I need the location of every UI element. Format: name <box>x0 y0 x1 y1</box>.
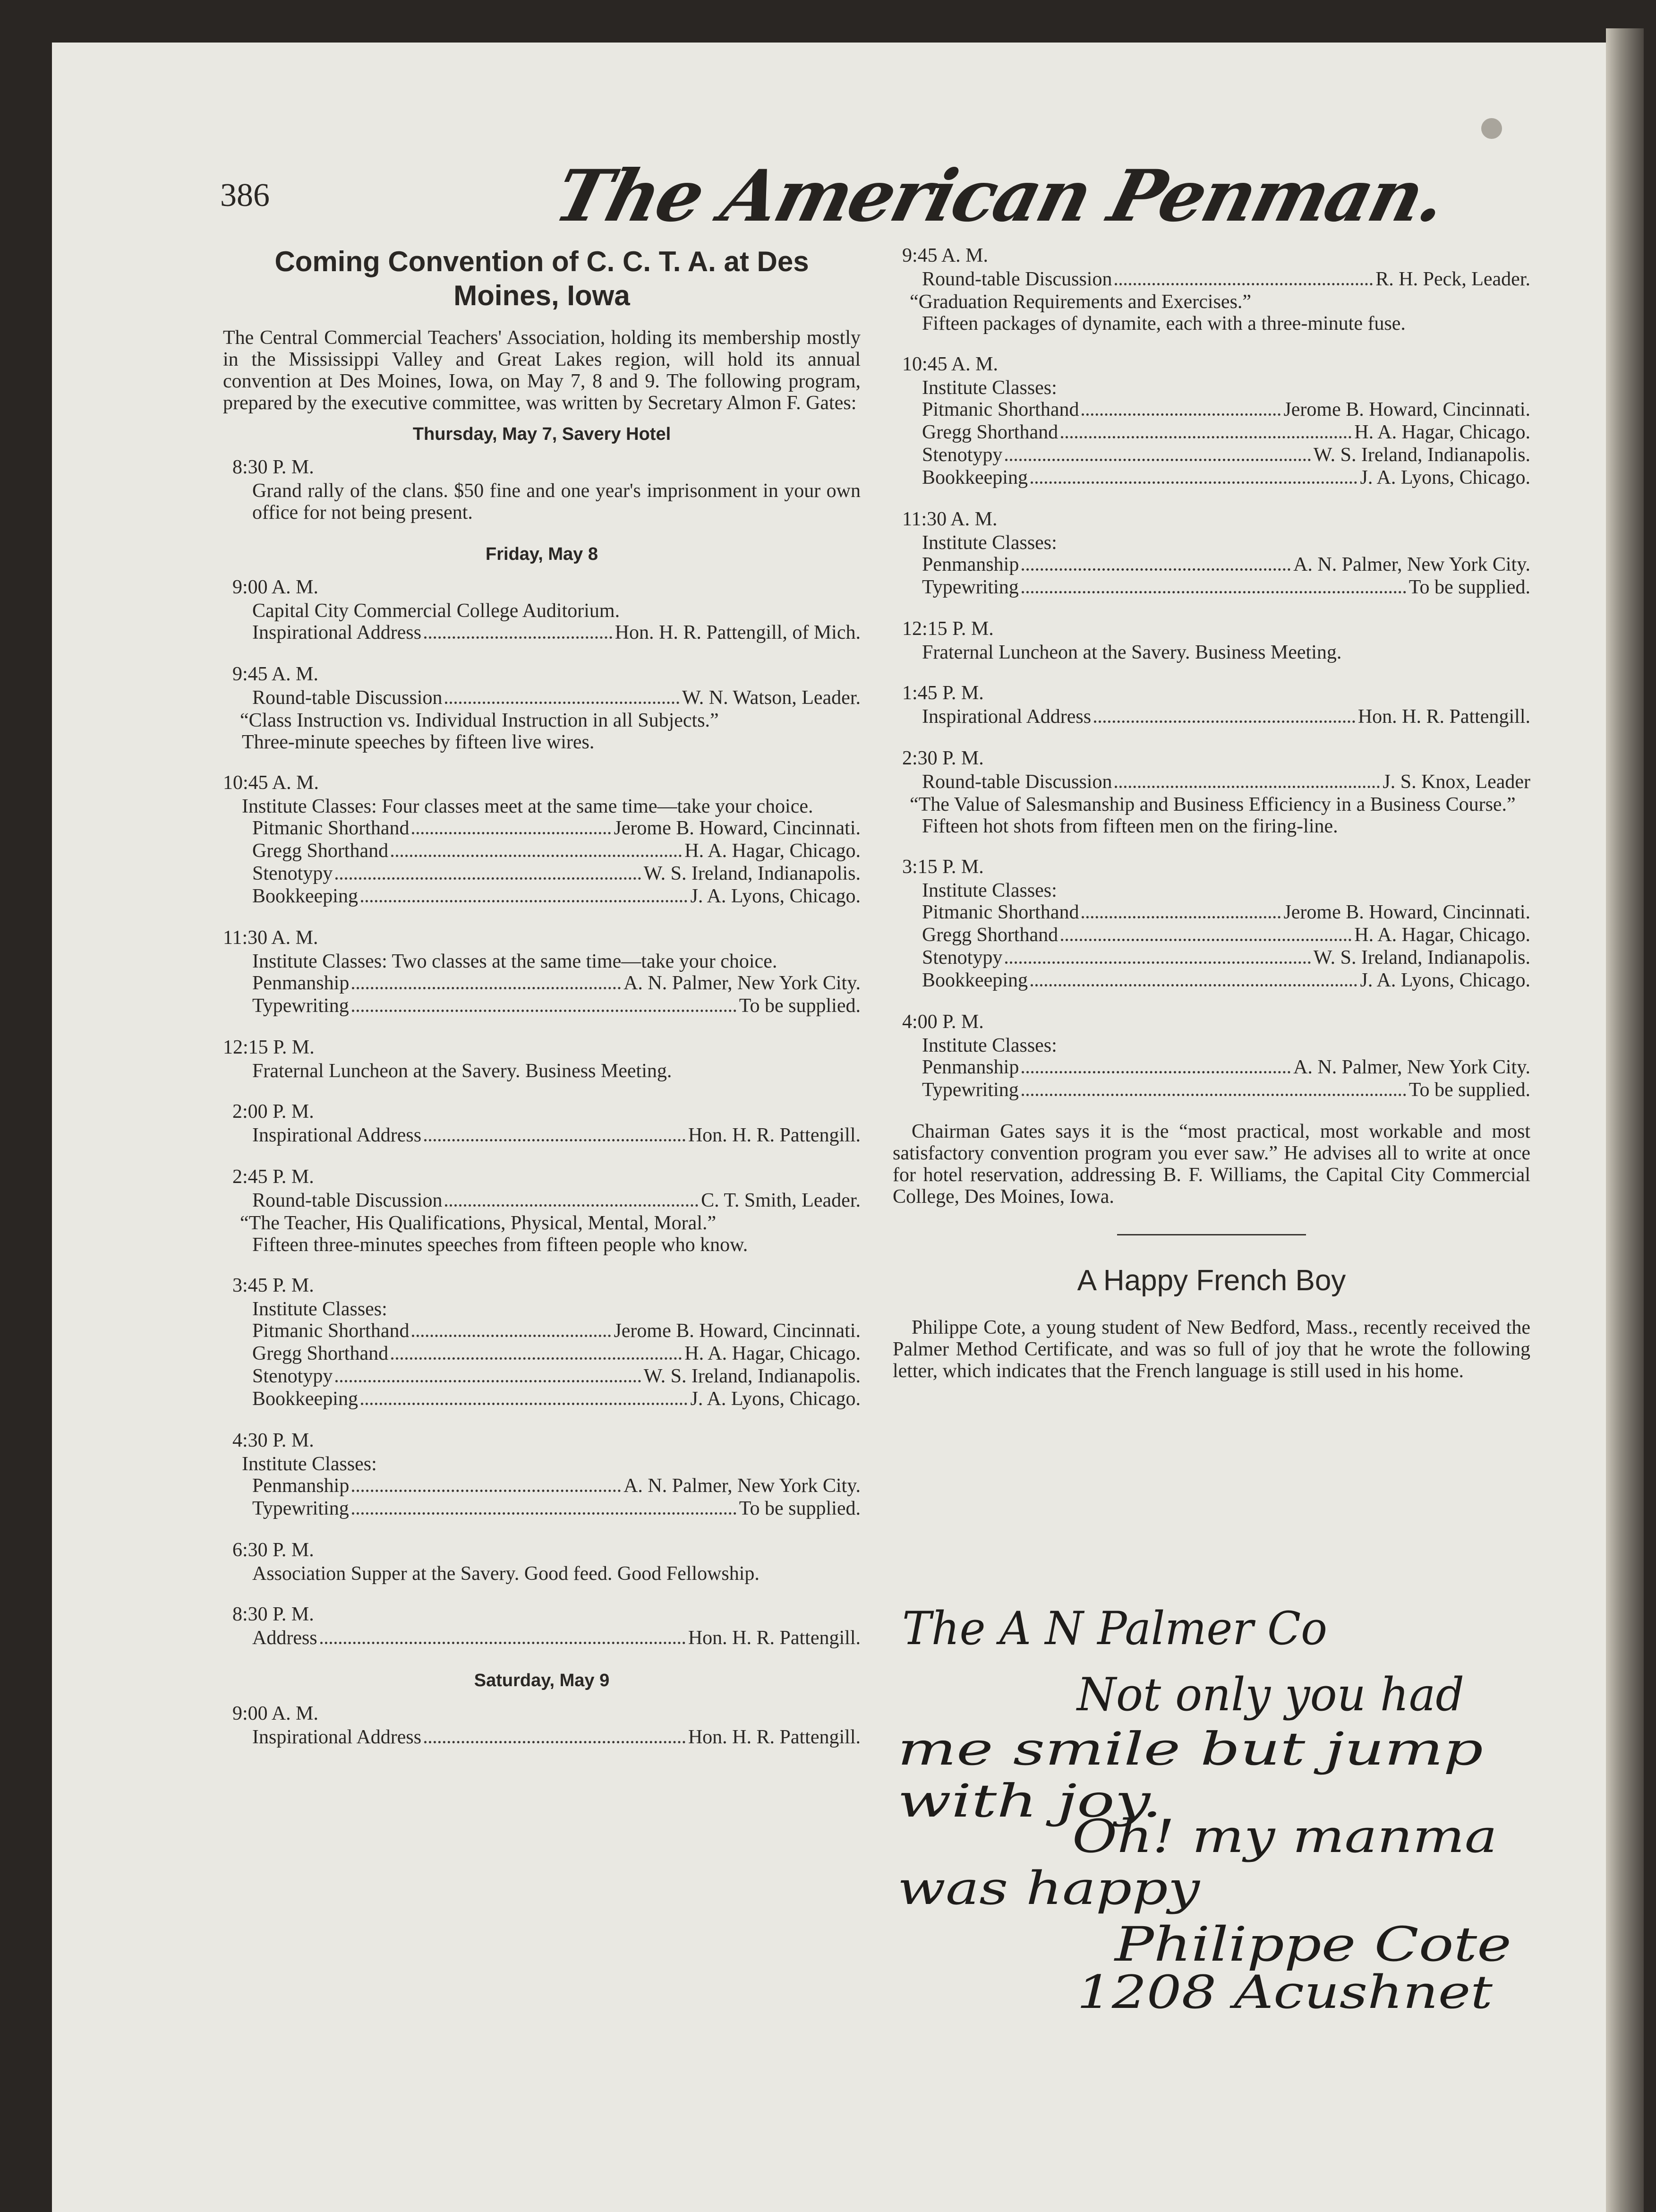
dot-leader <box>391 1357 682 1360</box>
dot-leader <box>445 1204 698 1207</box>
program-line <box>922 421 1530 444</box>
session-leader: To be supplied. <box>739 1498 861 1519</box>
program-line <box>252 1190 861 1212</box>
session-leader: To be supplied. <box>1408 576 1530 598</box>
session-leader: C. T. Smith, Leader. <box>701 1190 861 1211</box>
day-heading: Thursday, May 7, Savery Hotel <box>412 424 671 444</box>
dot-leader <box>424 636 612 639</box>
section-divider <box>1117 1234 1306 1235</box>
dot-leader <box>335 877 640 880</box>
handwritten-letter <box>893 1602 1545 2017</box>
day-heading: Saturday, May 9 <box>474 1671 610 1690</box>
session-leader: H. A. Hagar, Chicago. <box>684 840 861 862</box>
dot-leader <box>424 1741 685 1743</box>
letter-line: The A N Palmer Co <box>902 1602 1327 1655</box>
dot-leader <box>1061 939 1351 941</box>
letter-line: Not only you had <box>1076 1668 1464 1721</box>
page-number: 386 <box>220 177 270 214</box>
session-leader: R. H. Peck, Leader. <box>1375 268 1530 290</box>
program-line <box>252 817 861 840</box>
program-slot <box>223 576 861 644</box>
session-name: Round-table Discussion <box>922 771 1112 793</box>
slot-time: 11:30 A. M. <box>902 508 998 530</box>
session-name: Address <box>252 1627 317 1649</box>
session-name: Typewriting <box>252 995 349 1017</box>
slot-activity: Grand rally of the clans. $50 fine and one year's imprisonment in your own office for not being present. <box>252 480 861 523</box>
session-leader: H. A. Hagar, Chicago. <box>684 1343 861 1364</box>
letter-address: 1208 Acushnet <box>1077 1966 1493 2017</box>
session-leader: H. A. Hagar, Chicago. <box>1354 924 1530 946</box>
letter-line: was happy <box>897 1862 1201 1915</box>
program-line <box>922 1056 1530 1079</box>
session-leader: To be supplied. <box>1408 1079 1530 1101</box>
dot-leader <box>1115 786 1380 788</box>
session-name: Pitmanic Shorthand <box>922 399 1079 420</box>
page-spot <box>1481 118 1502 139</box>
session-leader: W. N. Watson, Leader. <box>682 687 861 709</box>
program-slot <box>893 508 1530 599</box>
program-slot <box>223 1166 861 1256</box>
dot-leader <box>320 1642 685 1644</box>
letter-signature: Philippe Cote <box>1113 1917 1511 1972</box>
program-line <box>922 924 1530 947</box>
session-name: Pitmanic Shorthand <box>252 1320 410 1342</box>
dot-leader <box>361 1403 688 1405</box>
dot-leader <box>1022 1071 1290 1073</box>
program-line <box>922 444 1530 467</box>
slot-note: Fifteen hot shots from fifteen men on the firing-line. <box>922 815 1338 837</box>
slot-activity: Institute Classes: <box>922 880 1057 901</box>
dot-leader <box>361 900 688 902</box>
program-slot <box>223 1603 861 1650</box>
program-line <box>922 901 1530 924</box>
program-line <box>922 771 1530 794</box>
session-leader: Jerome B. Howard, Cincinnati. <box>1283 901 1530 923</box>
program-line <box>922 554 1530 576</box>
program-slot <box>893 618 1530 663</box>
slot-time: 3:15 P. M. <box>902 856 984 878</box>
article-title: Coming Convention of C. C. T. A. at Des Moines, Iowa <box>274 246 809 311</box>
session-leader: J. S. Knox, Leader <box>1383 771 1530 793</box>
dot-leader <box>1031 984 1357 986</box>
program-slot <box>893 747 1530 837</box>
session-leader: J. A. Lyons, Chicago. <box>1360 969 1530 991</box>
dot-leader <box>352 987 621 989</box>
program-line <box>922 576 1530 599</box>
session-name: Inspirational Address <box>252 1124 422 1146</box>
session-name: Round-table Discussion <box>922 268 1112 290</box>
session-leader: W. S. Ireland, Indianapolis. <box>1313 444 1530 466</box>
session-name: Stenotypy <box>252 863 333 884</box>
slot-activity: Institute Classes: <box>922 1035 1057 1056</box>
session-leader: A. N. Palmer, New York City. <box>623 1475 861 1497</box>
program-slot <box>893 1011 1530 1102</box>
program-slot <box>223 1703 861 1749</box>
program-line <box>252 995 861 1018</box>
dot-leader <box>445 702 679 704</box>
program-line <box>252 1320 861 1343</box>
slot-time: 8:30 P. M. <box>232 456 314 478</box>
dot-leader <box>391 855 682 857</box>
session-name: Penmanship <box>922 1056 1019 1078</box>
program-line <box>252 1498 861 1520</box>
session-name: Bookkeeping <box>252 1388 358 1410</box>
program-slot <box>223 663 861 753</box>
session-name: Typewriting <box>922 1079 1019 1101</box>
slot-activity: Institute Classes: Two classes at the same time—take your choice. <box>252 951 777 972</box>
slot-activity: Institute Classes: <box>922 377 1057 399</box>
session-name: Bookkeeping <box>922 467 1028 489</box>
program-line <box>922 399 1530 421</box>
slot-note: Fifteen three-minutes speeches from fifteen people who know. <box>252 1234 748 1256</box>
session-name: Typewriting <box>922 576 1019 598</box>
session-leader: Jerome B. Howard, Cincinnati. <box>614 817 861 839</box>
program-slot <box>223 1037 861 1082</box>
dot-leader <box>1005 961 1310 964</box>
slot-time: 2:00 P. M. <box>232 1101 314 1123</box>
program-slot <box>893 353 1530 489</box>
slot-activity: Institute Classes: <box>252 1298 387 1320</box>
slot-time: 11:30 A. M. <box>223 927 318 949</box>
session-name: Bookkeeping <box>252 885 358 907</box>
slot-activity: Fraternal Luncheon at the Savery. Business Meeting. <box>252 1060 672 1082</box>
session-name: Stenotypy <box>252 1365 333 1387</box>
session-leader: A. N. Palmer, New York City. <box>1293 1056 1530 1078</box>
session-name: Inspirational Address <box>922 706 1092 728</box>
article-intro: The Central Commercial Teachers' Association, holding its membership mostly in the Mississippi Valley and Great Lakes region, will hold its annual convention at Des Moines, Iowa, on May 7, 8 and 9. The following program, prepared by the executive committee, was written by Secretary Almon F. Gates: <box>223 327 861 414</box>
slot-activity: Association Supper at the Savery. Good feed. Good Fellowship. <box>252 1563 760 1585</box>
slot-time: 8:30 P. M. <box>232 1603 314 1625</box>
day-heading: Friday, May 8 <box>486 544 598 564</box>
slot-time: 10:45 A. M. <box>223 772 319 794</box>
session-name: Pitmanic Shorthand <box>922 901 1079 923</box>
program-line <box>922 268 1530 291</box>
slot-time: 2:45 P. M. <box>232 1166 314 1188</box>
dot-leader <box>1082 413 1280 416</box>
program-slot <box>223 1539 861 1585</box>
dot-leader <box>352 1512 736 1515</box>
program-slot <box>893 682 1530 729</box>
slot-activity: Institute Classes: <box>922 532 1057 554</box>
session-name: Stenotypy <box>922 947 1003 969</box>
slot-time: 12:15 P. M. <box>902 618 994 640</box>
slot-time: 12:15 P. M. <box>223 1037 315 1058</box>
program-slot <box>223 1101 861 1147</box>
session-name: Gregg Shorthand <box>922 924 1058 946</box>
program-slot <box>893 856 1530 992</box>
program-line <box>252 1388 861 1411</box>
dot-leader <box>412 1335 611 1337</box>
program-slot <box>223 1430 861 1520</box>
program-line <box>252 972 861 995</box>
right-column <box>893 245 1530 1382</box>
session-name: Typewriting <box>252 1498 349 1519</box>
letter-line: Oh! my manma <box>1072 1810 1497 1863</box>
discussion-topic: “The Teacher, His Qualifications, Physical, Mental, Moral.” <box>240 1212 717 1234</box>
program-line <box>252 863 861 885</box>
program-line <box>252 1726 861 1749</box>
session-leader: W. S. Ireland, Indianapolis. <box>643 1365 861 1387</box>
slot-time: 9:45 A. M. <box>232 663 319 685</box>
session-leader: To be supplied. <box>739 995 861 1017</box>
dot-leader <box>1031 481 1357 484</box>
session-leader: Jerome B. Howard, Cincinnati. <box>614 1320 861 1342</box>
session-leader: Jerome B. Howard, Cincinnati. <box>1283 399 1530 420</box>
page-edge <box>1606 28 1644 2212</box>
dot-leader <box>1022 568 1290 571</box>
program-line <box>252 1365 861 1388</box>
program-slot <box>223 1275 861 1411</box>
discussion-topic: “Graduation Requirements and Exercises.” <box>910 291 1252 313</box>
slot-activity: Capital City Commercial College Auditorium. <box>252 600 620 622</box>
slot-time: 6:30 P. M. <box>232 1539 314 1561</box>
session-leader: Hon. H. R. Pattengill. <box>688 1124 861 1146</box>
program-line <box>252 1343 861 1365</box>
discussion-topic: “Class Instruction vs. Individual Instruction in all Subjects.” <box>240 710 719 731</box>
letter-line: with joy. <box>897 1775 1162 1827</box>
session-leader: H. A. Hagar, Chicago. <box>1354 421 1530 443</box>
session-leader: W. S. Ireland, Indianapolis. <box>1313 947 1530 969</box>
session-name: Bookkeeping <box>922 969 1028 991</box>
slot-time: 3:45 P. M. <box>232 1275 314 1296</box>
session-name: Penmanship <box>252 1475 350 1497</box>
session-name: Pitmanic Shorthand <box>252 817 410 839</box>
dot-leader <box>1082 916 1280 918</box>
dot-leader <box>1115 283 1373 285</box>
masthead-title: The American Penman. <box>547 154 1454 238</box>
session-leader: Hon. H. R. Pattengill. <box>688 1726 861 1748</box>
session-name: Penmanship <box>252 972 350 994</box>
dot-leader <box>1022 591 1406 593</box>
dot-leader <box>1022 1094 1406 1096</box>
session-leader: A. N. Palmer, New York City. <box>623 972 861 994</box>
program-line <box>252 840 861 863</box>
session-name: Gregg Shorthand <box>252 840 389 862</box>
session-leader: W. S. Ireland, Indianapolis. <box>643 863 861 884</box>
session-leader: J. A. Lyons, Chicago. <box>1360 467 1530 489</box>
program-line <box>252 1124 861 1147</box>
program-line <box>922 947 1530 969</box>
program-line <box>922 969 1530 992</box>
session-name: Gregg Shorthand <box>252 1343 389 1364</box>
session-leader: Hon. H. R. Pattengill. <box>688 1627 861 1649</box>
slot-time: 9:45 A. M. <box>902 245 989 266</box>
dot-leader <box>352 1490 621 1492</box>
slot-note: Three-minute speeches by fifteen live wires. <box>242 731 595 753</box>
dot-leader <box>335 1380 640 1382</box>
dot-leader <box>1005 459 1310 461</box>
program-slot <box>223 772 861 908</box>
dot-leader <box>1094 720 1355 723</box>
program-line <box>252 687 861 710</box>
session-name: Inspirational Address <box>252 622 422 643</box>
slot-time: 9:00 A. M. <box>232 1703 319 1724</box>
dot-leader <box>412 832 611 834</box>
left-column <box>223 245 861 1768</box>
program-line <box>922 1079 1530 1102</box>
program-line <box>252 1475 861 1498</box>
slot-time: 10:45 A. M. <box>902 353 999 375</box>
dot-leader <box>1061 436 1351 438</box>
slot-time: 2:30 P. M. <box>902 747 984 769</box>
article-body: Philippe Cote, a young student of New Bedford, Mass., recently received the Palmer Method Certificate, and was so full of joy that he wrote the following letter, which indicates that the French language is still used in his home. <box>893 1317 1530 1382</box>
slot-time: 9:00 A. M. <box>232 576 319 598</box>
session-name: Round-table Discussion <box>252 1190 443 1211</box>
program-line <box>922 706 1530 729</box>
session-name: Penmanship <box>922 554 1019 575</box>
program-line <box>252 885 861 908</box>
slot-activity: Fraternal Luncheon at the Savery. Business Meeting. <box>922 642 1342 663</box>
dot-leader <box>424 1139 685 1141</box>
slot-activity: Institute Classes: <box>242 1453 377 1475</box>
session-name: Stenotypy <box>922 444 1003 466</box>
slot-note: Fifteen packages of dynamite, each with a three-minute fuse. <box>922 313 1406 334</box>
dot-leader <box>352 1010 736 1012</box>
program-slot <box>223 456 861 523</box>
session-leader: J. A. Lyons, Chicago. <box>690 1388 861 1410</box>
session-leader: Hon. H. R. Pattengill, of Mich. <box>615 622 861 643</box>
discussion-topic: “The Value of Salesmanship and Business Efficiency in a Business Course.” <box>910 794 1516 815</box>
program-line <box>922 467 1530 489</box>
slot-time: 4:30 P. M. <box>232 1430 314 1451</box>
program-slot <box>223 927 861 1018</box>
session-leader: J. A. Lyons, Chicago. <box>690 885 861 907</box>
slot-activity: Institute Classes: Four classes meet at the same time—take your choice. <box>242 796 813 817</box>
program-slot <box>893 245 1530 334</box>
program-line <box>252 1627 861 1650</box>
session-name: Round-table Discussion <box>252 687 443 709</box>
letter-line: me smile but jump <box>897 1723 1483 1775</box>
slot-time: 1:45 P. M. <box>902 682 984 704</box>
session-name: Gregg Shorthand <box>922 421 1058 443</box>
closing-paragraph: Chairman Gates says it is the “most practical, most workable and most satisfactory convention program you ever saw.” He advises all to write at once for hotel reservation, addressing B. F. Williams, the Capital City Commercial College, Des Moines, Iowa. <box>893 1121 1530 1208</box>
article-title: A Happy French Boy <box>1077 1264 1346 1297</box>
session-leader: Hon. H. R. Pattengill. <box>1357 706 1530 728</box>
program-line <box>252 622 861 644</box>
session-name: Inspirational Address <box>252 1726 422 1748</box>
session-leader: A. N. Palmer, New York City. <box>1293 554 1530 575</box>
slot-time: 4:00 P. M. <box>902 1011 984 1033</box>
